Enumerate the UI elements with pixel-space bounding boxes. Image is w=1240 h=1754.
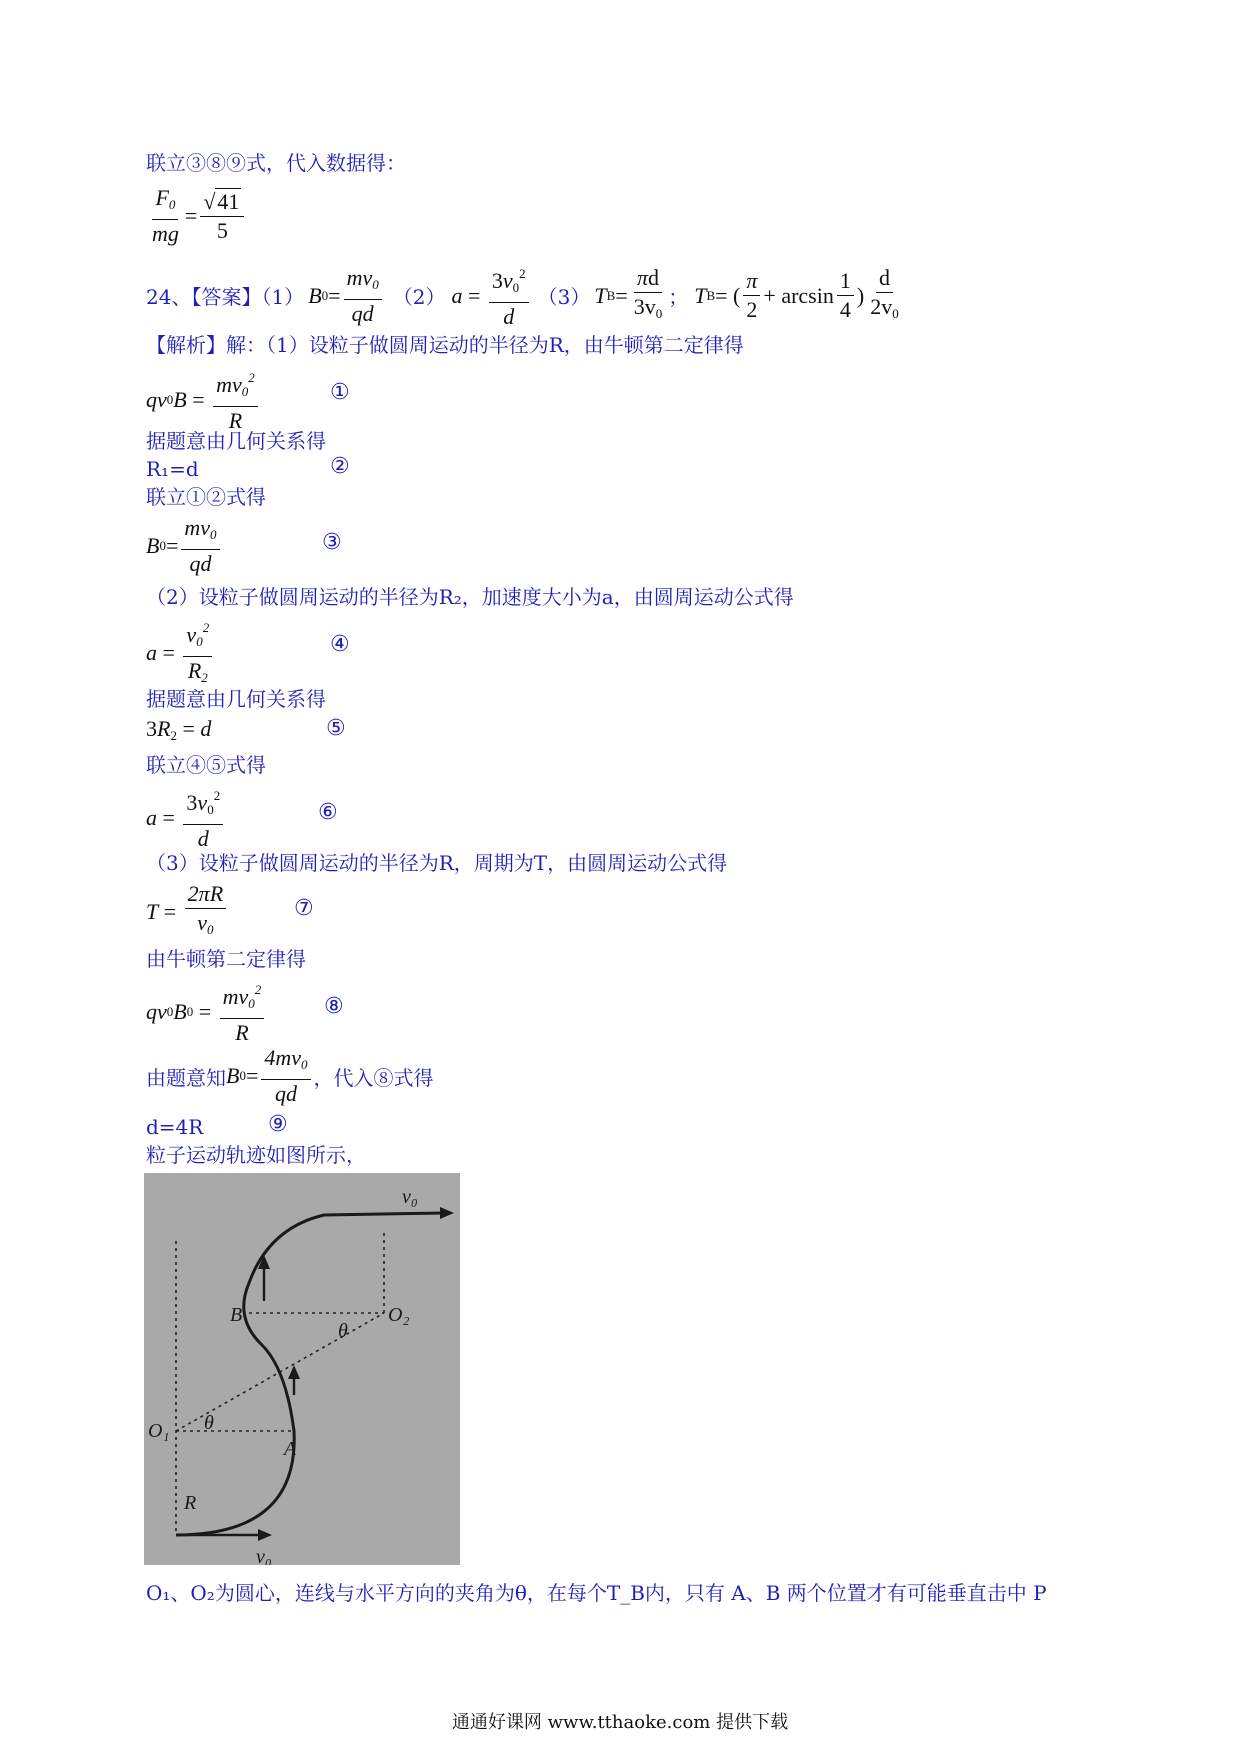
text-trajectory: 粒子运动轨迹如图所示， bbox=[146, 1143, 366, 1167]
equation-f0-mg: $\frac{F_0}{mg}$ = $\frac{√41}{5}$ bbox=[146, 186, 247, 246]
equation-7: T = $\frac{2\pi R}{v_0}$ bbox=[146, 882, 229, 942]
label-o1: O₁ bbox=[148, 1420, 170, 1442]
equation-4: a = $\frac{v_0^2}{R_2}$ bbox=[146, 616, 215, 690]
label-r: R bbox=[184, 1492, 197, 1514]
mark-6: ⑥ bbox=[318, 800, 338, 825]
mark-4: ④ bbox=[330, 632, 350, 657]
text-combine-12: 联立①②式得 bbox=[146, 485, 266, 509]
equation-known-b0: 由题意知 B 0 = $\frac{4mv_0}{qd}$ ，代入⑧式得 bbox=[146, 1045, 434, 1106]
equation-3: B 0 = $\frac{mv_0}{qd}$ bbox=[146, 516, 223, 576]
mark-8: ⑧ bbox=[324, 994, 344, 1019]
text-part-2: （2）设粒子做圆周运动的半径为R₂，加速度大小为a，由圆周运动公式得 bbox=[146, 585, 794, 609]
text-combine-45: 联立④⑤式得 bbox=[146, 753, 266, 777]
mark-9: ⑨ bbox=[268, 1112, 288, 1137]
mark-3: ③ bbox=[322, 530, 342, 555]
label-v0-top: v₀ bbox=[402, 1186, 418, 1208]
mark-1: ① bbox=[330, 380, 350, 405]
text-last-line: O₁、O₂为圆心，连线与水平方向的夹角为θ，在每个T_B内，只有 A、B 两个位置才有可能垂直击中 P bbox=[146, 1581, 1047, 1605]
mark-2: ② bbox=[330, 454, 350, 479]
trajectory-curve bbox=[176, 1213, 444, 1535]
text-part-3: （3）设粒子做圆周运动的半径为R，周期为T，由圆周运动公式得 bbox=[146, 851, 728, 875]
equation-1: qv 0 B = $\frac{mv_0^2}{R}$ bbox=[146, 366, 261, 433]
arrowhead-bottom bbox=[258, 1529, 272, 1541]
text-r1-d: R₁=d bbox=[146, 457, 199, 481]
label-o2: O₂ bbox=[388, 1304, 410, 1326]
label-v0-bottom: v₀ bbox=[256, 1546, 272, 1565]
trajectory-diagram bbox=[144, 1173, 460, 1565]
label-b: B bbox=[230, 1304, 243, 1326]
text-newton: 由牛顿第二定律得 bbox=[146, 947, 306, 971]
trajectory-figure bbox=[144, 1173, 460, 1565]
label-a: A bbox=[284, 1438, 297, 1460]
arrowhead-a bbox=[288, 1365, 300, 1379]
equation-6: a = $\frac{3v_0^2}{d}$ bbox=[146, 784, 226, 851]
text-d-4r: d=4R bbox=[146, 1115, 204, 1139]
mark-7: ⑦ bbox=[294, 896, 314, 921]
mark-5: ⑤ bbox=[326, 716, 346, 741]
answer-line: 24、【答案】（1） B 0 = $\frac{mv_0}{qd}$ （2） a = $\frac{3v_0^2}{d}$ （3） T B = $\frac{\pi d}{3v_0}$ ； T B = ( $\frac{\pi}{2}$ + arcsin $\frac{1}{4}$ ) $\frac{d}{2v_0}$ bbox=[146, 262, 905, 329]
footer: 通通好课网 www.tthaoke.com 提供下载 bbox=[451, 1712, 789, 1733]
equation-5: $3R_2 = d$ bbox=[146, 716, 212, 743]
label-theta-1: θ bbox=[204, 1412, 214, 1434]
text-geometry-1: 据题意由几何关系得 bbox=[146, 429, 326, 453]
text-analysis: 【解析】解：（1）设粒子做圆周运动的半径为R，由牛顿第二定律得 bbox=[146, 333, 744, 357]
arrowhead-top bbox=[440, 1207, 454, 1219]
equation-8: qv 0 B 0 = $\frac{mv_0^2}{R}$ bbox=[146, 978, 267, 1045]
label-theta-2: θ bbox=[338, 1320, 348, 1342]
text-combine-389: 联立③⑧⑨式，代入数据得： bbox=[146, 151, 406, 175]
text-geometry-2: 据题意由几何关系得 bbox=[146, 687, 326, 711]
